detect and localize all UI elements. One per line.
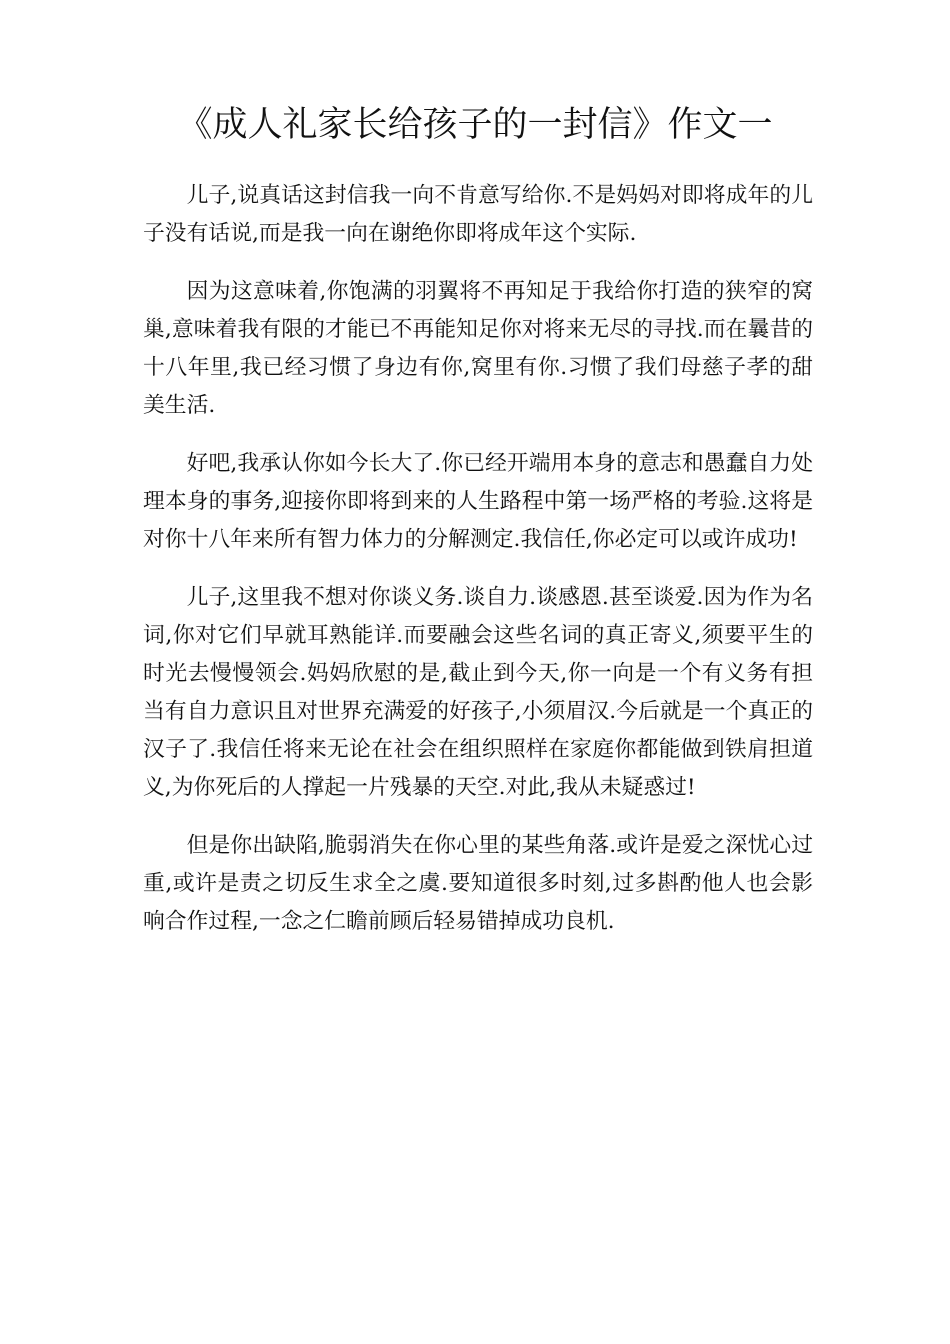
document-body — [143, 177, 813, 961]
document-title: 《成人礼家长给孩子的一封信》作文一 — [177, 105, 773, 145]
paragraph: 好吧,我承认你如今长大了.你已经开端用本身的意志和愚蠢自力处理本身的事务,迎接你即将到来的人生路程中第一场严格的考验.这将是对你十八年来所有智力体力的分解测定.我信任,你必定可以或许成功! — [143, 451, 813, 552]
paragraph: 儿子,说真话这封信我一向不肯意写给你.不是妈妈对即将成年的儿子没有话说,而是我一向在谢绝你即将成年这个实际. — [143, 183, 813, 246]
paragraph: 儿子,这里我不想对你谈义务.谈自力.谈感恩.甚至谈爱.因为作为名词,你对它们早就耳熟能详.而要融会这些名词的真正寄义,须要平生的时光去慢慢领会.妈妈欣慰的是,截止到今天,你一向是一个有义务有担当有自力意识且对世界充满爱的好孩子,小须眉汉.今后就是一个真正的汉子了.我信任将来无论在社会在组织照样在家庭你都能做到铁肩担道义,为你死后的人撑起一片残暴的天空.对此,我从未疑惑过! — [143, 585, 813, 800]
paragraph: 因为这意味着,你饱满的羽翼将不再知足于我给你打造的狭窄的窝巢,意味着我有限的才能已不再能知足你对将来无尽的寻找.而在曩昔的十八年里,我已经习惯了身边有你,窝里有你.习惯了我们母慈子孝的甜美生活. — [143, 279, 813, 418]
paragraph: 但是你出缺陷,脆弱消失在你心里的某些角落.或许是爱之深忧心过重,或许是责之切反生求全之虞.要知道很多时刻,过多斟酌他人也会影响合作过程,一念之仁瞻前顾后轻易错掉成功良机. — [143, 833, 813, 934]
